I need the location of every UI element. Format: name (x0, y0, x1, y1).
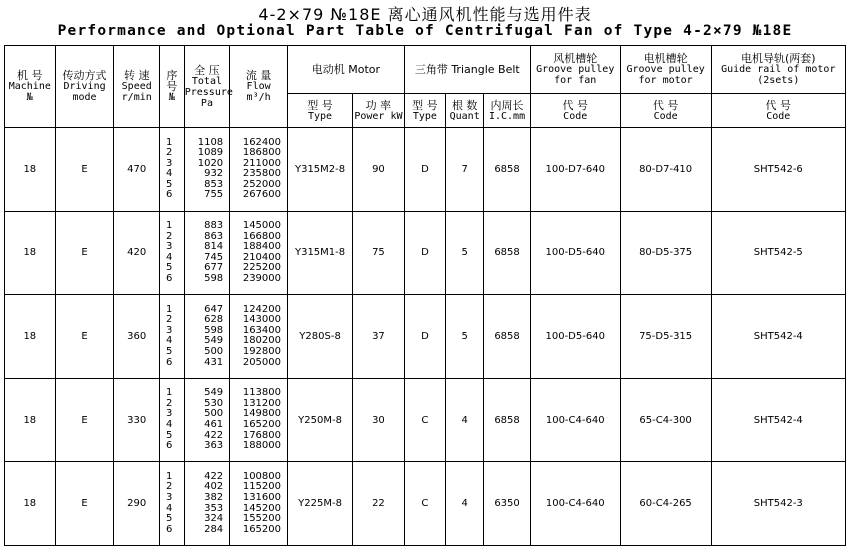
sequence-list: 1 2 3 4 5 6 (159, 462, 184, 546)
header-driving-mode: 传动方式 Driving mode (55, 46, 114, 128)
header-machine: 机 号 Machine № (5, 46, 56, 128)
guide-rail-code: SHT542-3 (711, 462, 845, 546)
motor-pulley-code: 80-D7-410 (620, 128, 711, 212)
header-motor-power: 功 率 Power kW (353, 94, 405, 128)
title-chinese: 4-2×79 №18E 离心通风机性能与选用件表 (258, 5, 592, 24)
table-row (5, 462, 846, 546)
belt-quantity: 4 (446, 378, 484, 462)
motor-pulley-code: 75-D5-315 (620, 295, 711, 379)
belt-ic: 6858 (484, 378, 530, 462)
motor-type: Y315M2-8 (288, 128, 353, 212)
performance-table (4, 45, 846, 546)
driving-mode: E (55, 378, 114, 462)
belt-quantity: 5 (446, 295, 484, 379)
pressure-list: 1108 1089 1020 932 853 755 (184, 128, 229, 212)
motor-pulley-code: 65-C4-300 (620, 378, 711, 462)
flow-list: 100800 115200 131600 145200 155200 165200 (230, 462, 288, 546)
speed-value: 330 (114, 378, 159, 462)
motor-power: 22 (353, 462, 405, 546)
machine-number: 18 (5, 462, 56, 546)
belt-quantity: 5 (446, 211, 484, 295)
header-fan-pulley-code: 代 号 Code (530, 94, 620, 128)
machine-number: 18 (5, 128, 56, 212)
driving-mode: E (55, 128, 114, 212)
fan-pulley-code: 100-C4-640 (530, 378, 620, 462)
header-motor-pulley-code: 代 号 Code (620, 94, 711, 128)
sequence-list: 1 2 3 4 5 6 (159, 295, 184, 379)
sequence-list: 1 2 3 4 5 6 (159, 128, 184, 212)
motor-type: Y315M1-8 (288, 211, 353, 295)
fan-pulley-code: 100-D5-640 (530, 211, 620, 295)
fan-pulley-code: 100-D5-640 (530, 295, 620, 379)
header-flow: 流 量 Flow m³/h (230, 46, 288, 128)
header-motor-pulley: 电机槽轮 Groove pulley for motor (620, 46, 711, 94)
header-motor: 电动机 Motor (288, 46, 405, 94)
belt-type: D (404, 211, 445, 295)
header-belt-type: 型 号 Type (404, 94, 445, 128)
belt-type: D (404, 128, 445, 212)
belt-quantity: 7 (446, 128, 484, 212)
table-row (5, 128, 846, 212)
table-row (5, 211, 846, 295)
belt-ic: 6858 (484, 295, 530, 379)
machine-number: 18 (5, 211, 56, 295)
header-belt-quantity: 根 数 Quant (446, 94, 484, 128)
header-speed: 转 速 Speed r/min (114, 46, 159, 128)
motor-power: 37 (353, 295, 405, 379)
motor-power: 75 (353, 211, 405, 295)
flow-list: 124200 143000 163400 180200 192800 205000 (230, 295, 288, 379)
header-total-pressure: 全 压 Total Pressure Pa (184, 46, 229, 128)
header-guide-rail: 电机导轨(两套) Guide rail of motor (2sets) (711, 46, 845, 94)
belt-ic: 6858 (484, 128, 530, 212)
table-row (5, 378, 846, 462)
driving-mode: E (55, 295, 114, 379)
header-motor-type: 型 号 Type (288, 94, 353, 128)
driving-mode: E (55, 211, 114, 295)
guide-rail-code: SHT542-5 (711, 211, 845, 295)
motor-type: Y250M-8 (288, 378, 353, 462)
flow-list: 145000 166800 188400 210400 225200 239000 (230, 211, 288, 295)
motor-type: Y225M-8 (288, 462, 353, 546)
flow-list: 162400 186800 211000 235800 252000 267600 (230, 128, 288, 212)
pressure-list: 647 628 598 549 500 431 (184, 295, 229, 379)
motor-type: Y280S-8 (288, 295, 353, 379)
belt-type: C (404, 378, 445, 462)
belt-ic: 6350 (484, 462, 530, 546)
header-sequence: 序 号 № (159, 46, 184, 128)
table-row (5, 295, 846, 379)
fan-pulley-code: 100-C4-640 (530, 462, 620, 546)
machine-number: 18 (5, 295, 56, 379)
pressure-list: 883 863 814 745 677 598 (184, 211, 229, 295)
pressure-list: 422 402 382 353 324 284 (184, 462, 229, 546)
header-belt-ic: 内周长 I.C.mm (484, 94, 530, 128)
speed-value: 420 (114, 211, 159, 295)
belt-type: C (404, 462, 445, 546)
guide-rail-code: SHT542-6 (711, 128, 845, 212)
header-guide-rail-code: 代 号 Code (711, 94, 845, 128)
belt-quantity: 4 (446, 462, 484, 546)
title-english: Performance and Optional Part Table of Centrifugal Fan of Type 4-2×79 №18E (57, 23, 793, 39)
speed-value: 290 (114, 462, 159, 546)
guide-rail-code: SHT542-4 (711, 378, 845, 462)
motor-power: 30 (353, 378, 405, 462)
guide-rail-code: SHT542-4 (711, 295, 845, 379)
machine-number: 18 (5, 378, 56, 462)
motor-pulley-code: 60-C4-265 (620, 462, 711, 546)
speed-value: 470 (114, 128, 159, 212)
sequence-list: 1 2 3 4 5 6 (159, 378, 184, 462)
motor-power: 90 (353, 128, 405, 212)
driving-mode: E (55, 462, 114, 546)
motor-pulley-code: 80-D5-375 (620, 211, 711, 295)
belt-type: D (404, 295, 445, 379)
sequence-list: 1 2 3 4 5 6 (159, 211, 184, 295)
fan-pulley-code: 100-D7-640 (530, 128, 620, 212)
pressure-list: 549 530 500 461 422 363 (184, 378, 229, 462)
belt-ic: 6858 (484, 211, 530, 295)
speed-value: 360 (114, 295, 159, 379)
header-triangle-belt: 三角带 Triangle Belt (404, 46, 530, 94)
flow-list: 113800 131200 149800 165200 176800 188000 (230, 378, 288, 462)
header-fan-pulley: 风机槽轮 Groove pulley for fan (530, 46, 620, 94)
